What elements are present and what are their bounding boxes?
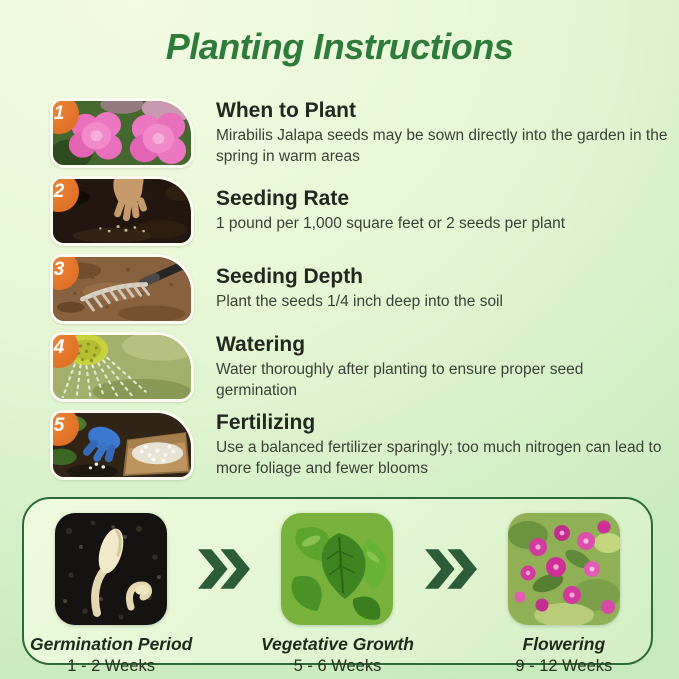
step1-number-badge: 1 — [50, 98, 79, 134]
flowering-photo — [508, 513, 620, 625]
step4-number-badge: 4 — [50, 332, 79, 368]
step5-title: Fertilizing — [216, 410, 316, 434]
vegetative-growth-label: Vegetative Growth — [260, 634, 414, 654]
step4-photo — [50, 332, 194, 402]
step-row-watering — [50, 332, 668, 402]
step1-photo — [50, 98, 194, 168]
step1-title: When to Plant — [216, 98, 356, 122]
step1-description: Mirabilis Jalapa seeds may be sown directly into the garden in the spring in warm areas — [216, 127, 668, 165]
seed-sprouts-photo-illustration — [55, 513, 167, 625]
step4-description: Water thoroughly after planting to ensure proper seed germination — [216, 361, 584, 399]
step3-title: Seeding Depth — [216, 265, 364, 289]
double-chevron-icon — [198, 547, 250, 591]
vegetative-growth-duration: 5 - 6 Weeks — [293, 657, 382, 675]
step-row-seeding-depth — [50, 254, 668, 324]
vegetative-growth-photo — [281, 513, 393, 625]
step2-description: 1 pound per 1,000 square feet or 2 seeds per plant — [216, 215, 565, 233]
step5-description: Use a balanced fertilizer sparingly; too much nitrogen can lead to more foliage and fewer blooms — [216, 439, 662, 477]
stage-germination — [24, 513, 198, 676]
flowering-duration: 9 - 12 Weeks — [515, 657, 613, 675]
green-leaves-photo-illustration — [281, 513, 393, 625]
step-row-when-to-plant — [50, 98, 668, 168]
page-title: Planting Instructions — [165, 26, 514, 67]
stage-vegetative-growth — [250, 513, 424, 676]
step5-photo — [50, 410, 194, 480]
flowering-label: Flowering — [522, 634, 606, 654]
stage-flowering — [477, 513, 651, 676]
step3-photo — [50, 254, 194, 324]
step2-title: Seeding Rate — [216, 187, 350, 211]
step-row-seeding-rate — [50, 176, 668, 246]
steps-list — [50, 98, 668, 488]
step-row-fertilizing — [50, 410, 668, 480]
step5-number-badge: 5 — [50, 410, 79, 446]
step2-photo — [50, 176, 194, 246]
step4-title: Watering — [216, 332, 306, 356]
pink-blooms-photo-illustration — [508, 513, 620, 625]
germination-label: Germination Period — [29, 634, 193, 654]
germination-duration: 1 - 2 Weeks — [67, 657, 156, 675]
step3-description: Plant the seeds 1/4 inch deep into the soil — [216, 293, 503, 311]
step3-number-badge: 3 — [50, 254, 79, 290]
double-chevron-icon — [425, 547, 477, 591]
step2-number-badge: 2 — [50, 176, 79, 212]
growth-timeline-panel — [22, 497, 653, 675]
germination-photo — [55, 513, 167, 625]
